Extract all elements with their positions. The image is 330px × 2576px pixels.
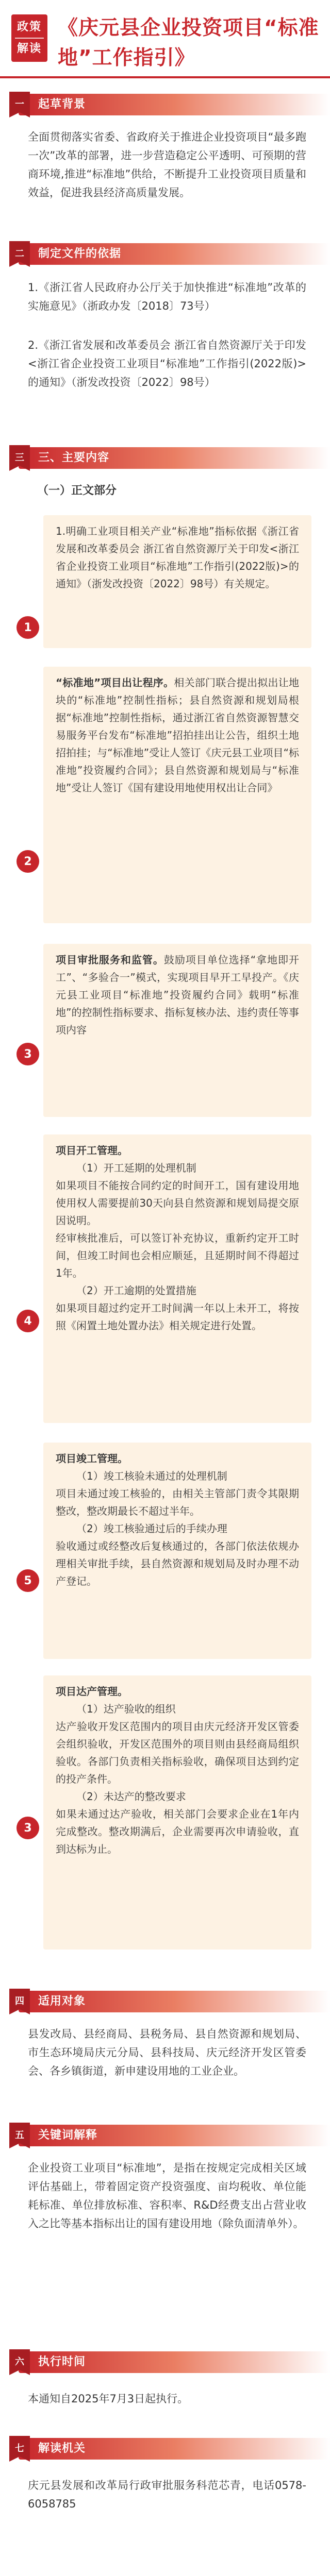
card-number-badge: 1 xyxy=(16,616,39,639)
card-number-badge: 4 xyxy=(16,1310,39,1332)
card-paragraph: （2）竣工核验通过后的手续办理 xyxy=(76,1522,227,1535)
card-paragraph: （1）竣工核验未通过的处理机制 xyxy=(76,1470,227,1482)
card-paragraph: （1）达产验收的组织 xyxy=(76,1703,176,1715)
card-paragraph: （2）开工逾期的处置措施 xyxy=(76,1284,196,1297)
card-paragraph: 验收通过或经整改后复核通过的，各部门依法依规办理相关审批手续，县自然资源和规划局及时办理不动产登记。 xyxy=(56,1540,299,1587)
main-text-sublabel: （一）正文部分 xyxy=(37,484,117,497)
section-number: 四 xyxy=(15,1996,24,2007)
ribbon-number-icon xyxy=(8,2123,31,2148)
header-divider xyxy=(0,76,330,78)
section-title: 三、主要内容 xyxy=(38,451,110,464)
ribbon-number-icon xyxy=(8,2436,31,2462)
ribbon-number-icon xyxy=(8,445,31,471)
card-heading: 项目竣工管理。 xyxy=(56,1452,128,1465)
section-header-execution xyxy=(0,2349,330,2375)
card-heading: “标准地”项目出让程序。 xyxy=(56,676,174,689)
basis-item-1: 1.《浙江省人民政府办公厅关于加快推进“标准地”改革的实施意见》（浙政办发〔2018〕73号） xyxy=(28,281,306,312)
card-number-badge: 2 xyxy=(16,850,39,873)
card-text: 相关部门联合提出拟出让地块的“标准地”控制性指标；县自然资源和规划局根据“标准地”控制性指标，通过浙江省自然资源智慧交易服务平台发布“标准地”招拍挂出让公告，组织土地招拍挂；与“标准地”受让人签订《庆元县工业项目“标准地”投资履约合同》；县自然资源和规划局与“标准地”受让人签订《国有建设用地使用权出让合同》 xyxy=(56,676,299,794)
content-card-1 xyxy=(43,515,311,648)
badge-top-text: 政策 xyxy=(16,21,42,33)
ribbon-number-icon xyxy=(8,1989,31,2014)
card-heading: 项目开工管理。 xyxy=(56,1144,128,1157)
background-text: 全面贯彻落实省委、省政府关于推进企业投资项目“最多跑一次”改革的部署，进一步营造稳定公平透明、可预期的营商环境,推进“标准地”供给，不断提升工业投资项目质量和效益，促进我县经济高质量发展。 xyxy=(28,131,306,199)
section-number: 一 xyxy=(15,99,24,110)
content-card-4 xyxy=(43,1134,311,1423)
card-paragraph: （1）开工延期的处理机制 xyxy=(76,1162,196,1174)
authority-text: 庆元县发展和改革局行政审批服务科范芯青，电话0578-6058785 xyxy=(28,2479,306,2510)
card-text: 1.明确工业项目相关产业“标准地”指标依据《浙江省发展和改革委员会 浙江省自然资源厅关于印发<浙江省企业投资工业项目“标准地”工作指引(2022版)>的通知》（浙发改投资〔2022〕98号）有关规定。 xyxy=(56,525,299,590)
section-header-basis xyxy=(0,241,330,267)
card-paragraph: 如果项目超过约定开工时间满一年以上未开工，将按照《闲置土地处置办法》相关规定进行处置。 xyxy=(56,1302,299,1332)
content-card-6 xyxy=(43,1675,311,1950)
card-paragraph: 经审核批准后，可以签订补充协议，重新约定开工时间，但竣工时间也会相应顺延，且延期时间不得超过1年。 xyxy=(56,1232,299,1279)
section-number: 六 xyxy=(15,2357,24,2367)
section-title: 解读机关 xyxy=(38,2442,86,2455)
content-card-2 xyxy=(43,667,311,923)
card-paragraph: 如果项目不能按合同约定的时间开工，国有建设用地使用权人需要提前30天向县自然资源和规划局提交原因说明。 xyxy=(56,1179,299,1227)
keywords-text: 企业投资工业项目“标准地”，是指在按规定完成相关区域评估基础上，带着固定资产投资强度、亩均税收、单位能耗标准、单位排放标准、容积率、R&D经费支出占营业收入之比等基本指标出让的国有建设用地（除负面清单外）。 xyxy=(28,2162,306,2230)
card-paragraph: （2）未达产的整改要求 xyxy=(76,1790,186,1803)
section-header-main-content xyxy=(0,445,330,471)
card-paragraph: 项目未通过竣工核验的，由相关主管部门责令其限期整改，整改期最长不超过半年。 xyxy=(56,1487,299,1517)
card-number-badge: 5 xyxy=(16,1569,39,1592)
section-title: 制定文件的依据 xyxy=(38,247,122,260)
policy-badge xyxy=(11,14,47,62)
card-heading: 项目审批服务和监管。 xyxy=(56,954,164,966)
section-title: 起草背景 xyxy=(38,98,86,111)
section-title: 适用对象 xyxy=(38,1995,86,2008)
card-number-badge: 3 xyxy=(16,1817,39,1839)
execution-text: 本通知自2025年7月3日起执行。 xyxy=(28,2393,189,2405)
ribbon-number-icon xyxy=(8,92,31,117)
card-paragraph: 达产验收开发区范围内的项目由庆元经济开发区管委会组织验收，开发区范围外的项目则由县经商局组织验收。各部门负责相关指标验收，确保项目达到约定的投产条件。 xyxy=(56,1720,299,1785)
audience-text: 县发改局、县经商局、县税务局、县自然资源和规划局、市生态环境局庆元分局、县科技局、庆元经济开发区管委会、各乡镇街道，新申建设用地的工业企业。 xyxy=(28,2028,306,2077)
page-title: 《庆元县企业投资项目“标准地”工作指引》 xyxy=(58,16,319,70)
section-number: 七 xyxy=(15,2443,24,2454)
basis-item-2: 2.《浙江省发展和改革委员会 浙江省自然资源厅关于印发<浙江省企业投资工业项目“标准地”工作指引(2022版)>的通知》（浙发改投资〔2022〕98号） xyxy=(28,339,306,388)
section-title: 关键词解释 xyxy=(38,2129,98,2142)
badge-bottom-text: 解读 xyxy=(16,42,42,55)
badge-divider xyxy=(15,38,44,39)
section-header-keywords xyxy=(0,2123,330,2148)
ribbon-number-icon xyxy=(8,241,31,267)
card-paragraph: 如果未通过达产验收，相关部门会要求企业在1年内完成整改。整改期满后，企业需要再次申请验收，直到达标为止。 xyxy=(56,1808,299,1855)
content-card-3 xyxy=(43,944,311,1117)
section-title: 执行时间 xyxy=(38,2355,86,2368)
section-number: 五 xyxy=(15,2130,24,2141)
section-number: 三 xyxy=(15,452,24,463)
section-number: 二 xyxy=(15,248,24,259)
section-header-background xyxy=(0,92,330,117)
card-heading: 项目达产管理。 xyxy=(56,1685,128,1698)
ribbon-number-icon xyxy=(8,2349,31,2375)
header xyxy=(0,0,330,82)
section-header-audience xyxy=(0,1989,330,2014)
card-number-badge: 3 xyxy=(16,1043,39,1065)
card-text: 鼓励项目单位选择“拿地即开工”、“多验合一”模式，实现项目早开工早投产。《庆元县工业项目“标准地”投资履约合同》载明“标准地”的控制性指标要求、指标复核办法、违约责任等事项内容 xyxy=(56,954,300,1036)
content-card-5 xyxy=(43,1443,311,1659)
section-header-authority xyxy=(0,2436,330,2462)
